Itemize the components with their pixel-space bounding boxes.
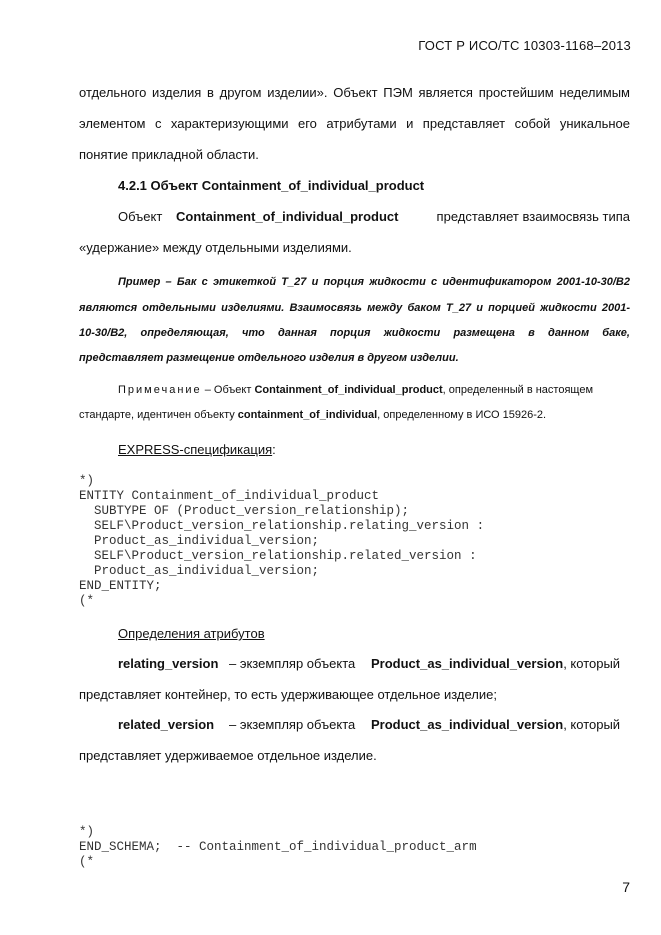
intro-line-2: элементом с характеризующими его атрибутами и представляет собой уникальное: [79, 116, 630, 131]
code-line: *): [79, 825, 95, 839]
express-heading: [118, 442, 276, 457]
section-p1-line-2: «удержание» между отдельными изделиями.: [79, 240, 352, 255]
express-colon: :: [272, 442, 276, 457]
note-rest: , определенный в настоящем: [442, 384, 594, 396]
code-line: SELF\Product_version_relationship.relating_version :: [79, 519, 485, 533]
note-entity-name: Containment_of_individual_product: [254, 384, 443, 396]
page-number: 7: [622, 879, 630, 895]
code-line: ENTITY Containment_of_individual_product: [79, 489, 380, 503]
note-line-2: [79, 409, 546, 421]
note-line-2-prefix: стандарте, идентичен объекту: [79, 409, 235, 421]
note-line-1: [118, 384, 593, 396]
attr-2-mid: – экземпляр объекта: [229, 717, 356, 732]
example-line-3: 10-30/В2, определяющая, что данная порция жидкости размещена в данном баке,: [79, 327, 630, 339]
express-code-block: [79, 474, 484, 609]
section-heading: 4.2.1 Объект Containment_of_individual_product: [118, 178, 425, 193]
attr-2-line-2: представляет удерживаемое отдельное изделие.: [79, 748, 377, 763]
attr-1-name: relating_version: [118, 656, 219, 671]
code-line: END_SCHEMA; -- Containment_of_individual_product_arm: [79, 840, 477, 854]
attr-2-type: Product_as_individual_version, который: [371, 717, 621, 732]
code-line: (*: [79, 594, 95, 608]
code-line: SELF\Product_version_relationship.related_version :: [79, 549, 477, 563]
note-line-2-name: containment_of_individual: [237, 409, 378, 421]
note-label: Примечание: [118, 384, 202, 396]
section-p1-entity-name: Containment_of_individual_product: [176, 209, 399, 224]
example-line-2: являются отдельными изделиями. Взаимосвязь между баком Т_27 и порцией жидкости 2001-: [79, 302, 630, 314]
document-header: ГОСТ Р ИСО/ТС 10303-1168–2013: [418, 38, 631, 53]
code-line: (*: [79, 855, 95, 869]
section-p1-suffix: представляет взаимосвязь типа: [436, 209, 630, 224]
attr-2-name: related_version: [118, 717, 215, 732]
example-line-1: Пример – Бак с этикеткой Т_27 и порция жидкости с идентификатором 2001-10-30/В2: [118, 276, 630, 288]
intro-line-3: понятие прикладной области.: [79, 147, 259, 162]
section-p1-prefix: Объект: [118, 209, 163, 224]
attr-1-mid: – экземпляр объекта: [229, 656, 356, 671]
end-schema-code-block: [79, 825, 477, 870]
note-dash-text: – Объект: [204, 384, 252, 396]
note-line-2-rest: , определенному в ИСО 15926-2.: [377, 409, 547, 421]
code-line: END_ENTITY;: [79, 579, 162, 593]
code-line: Product_as_individual_version;: [79, 564, 320, 578]
code-line: *): [79, 474, 95, 488]
attributes-heading: Определения атрибутов: [118, 626, 265, 641]
example-line-4: представляет размещение отдельного изделия в другом изделии.: [79, 352, 459, 364]
attr-1-line-2: представляет контейнер, то есть удерживающее отдельное изделие;: [79, 687, 497, 702]
intro-line-1: отдельного изделия в другом изделии». Объект ПЭМ является простейшим неделимым: [79, 85, 630, 100]
code-line: Product_as_individual_version;: [79, 534, 320, 548]
express-label: EXPRESS-спецификация: [118, 442, 273, 457]
code-line: SUBTYPE OF (Product_version_relationship);: [79, 504, 410, 518]
attr-1-type: Product_as_individual_version, который: [371, 656, 621, 671]
